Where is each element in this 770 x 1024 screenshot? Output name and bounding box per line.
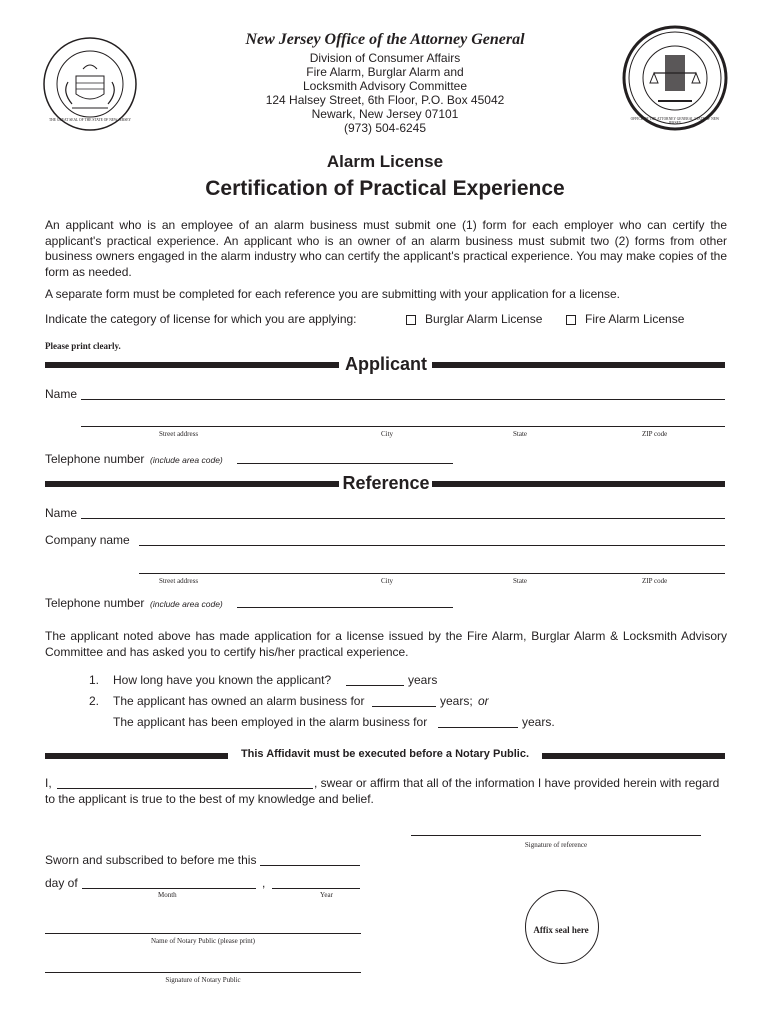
q3-unit: years. bbox=[522, 715, 555, 729]
affidavit-rule-right bbox=[542, 753, 725, 759]
day-of-text: day of bbox=[45, 876, 78, 890]
q2-unit: years; bbox=[440, 694, 473, 708]
applicant-street-label: Street address bbox=[159, 430, 199, 438]
q3-text: The applicant has been employed in the alarm business for bbox=[113, 715, 428, 729]
reference-signature-label: Signature of reference bbox=[524, 841, 588, 849]
fire-checkbox[interactable] bbox=[566, 315, 576, 325]
city-line: Newark, New Jersey 07101 bbox=[311, 107, 459, 121]
affiant-i-label: I, bbox=[45, 776, 52, 790]
q1-number: 1. bbox=[89, 673, 100, 687]
burglar-checkbox[interactable] bbox=[406, 315, 416, 325]
applicant-rule-left bbox=[45, 362, 339, 368]
reference-zip-label: ZIP code bbox=[642, 577, 668, 585]
burglar-option[interactable] bbox=[406, 312, 566, 328]
notary-seal-label: Affix seal here bbox=[533, 925, 589, 935]
applicant-name-label: Name bbox=[45, 387, 78, 401]
applicant-heading: Applicant bbox=[344, 354, 427, 374]
reference-heading: Reference bbox=[342, 473, 430, 493]
reference-street-label: Street address bbox=[159, 577, 199, 585]
committee-line-1: Fire Alarm, Burglar Alarm and bbox=[306, 65, 464, 79]
category-prompt: Indicate the category of license for which you are applying: bbox=[45, 312, 357, 326]
fire-option[interactable] bbox=[566, 312, 706, 328]
office-title: New Jersey Office of the Attorney General bbox=[245, 31, 525, 48]
notary-name-label: Name of Notary Public (please print) bbox=[151, 937, 255, 945]
reference-signature-field[interactable] bbox=[411, 835, 701, 836]
fire-label: Fire Alarm License bbox=[585, 312, 685, 326]
reference-name-label: Name bbox=[45, 506, 78, 520]
month-field[interactable] bbox=[82, 888, 256, 889]
sworn-text: Sworn and subscribed to before me this bbox=[45, 853, 257, 867]
division-line: Division of Consumer Affairs bbox=[309, 51, 461, 65]
reference-telephone-hint: (include area code) bbox=[150, 599, 223, 609]
intro-paragraph: An applicant who is an employee of an alarm business must submit one (1) form for each employer who can certify the applicant's practical experience. An applicant who is an owner of an alarm business must submit two (2) forms from other business owners engaged in the alarm industry who can certify the applicant's practical experience. You may make copies of the form as needed. bbox=[45, 218, 727, 279]
committee-line-2: Locksmith Advisory Committee bbox=[302, 79, 468, 93]
reference-company-label: Company name bbox=[45, 533, 130, 547]
swear-text: , swear or affirm that all of the information I have provided herein with regard bbox=[314, 776, 720, 790]
applicant-telephone-field[interactable] bbox=[237, 463, 453, 464]
reference-telephone-field[interactable] bbox=[237, 607, 453, 608]
separate-form-note: A separate form must be completed for each reference you are submitting with your application for a license. bbox=[45, 287, 620, 301]
swear-text-line-2: to the applicant is true to the best of my knowledge and belief. bbox=[45, 792, 374, 806]
right-seal-text: OFFICE OF THE ATTORNEY GENERAL STATE OF NEW JERSEY bbox=[630, 117, 720, 125]
reference-telephone-label: Telephone number bbox=[45, 596, 145, 610]
q2-years-field[interactable] bbox=[372, 706, 436, 707]
notary-name-field[interactable] bbox=[45, 933, 361, 934]
applicant-name-field[interactable] bbox=[81, 399, 725, 400]
nj-state-seal bbox=[42, 36, 138, 132]
address-line: 124 Halsey Street, 6th Floor, P.O. Box 45042 bbox=[265, 93, 505, 107]
phone-line: (973) 504-6245 bbox=[343, 121, 427, 135]
q3-years-field[interactable] bbox=[438, 727, 518, 728]
applicant-rule-right bbox=[432, 362, 725, 368]
q2-number: 2. bbox=[89, 694, 100, 708]
reference-name-field[interactable] bbox=[81, 518, 725, 519]
year-field[interactable] bbox=[272, 888, 360, 889]
reference-city-label: City bbox=[381, 577, 394, 585]
left-seal-text: THE GREAT SEAL OF THE STATE OF NEW JERSEY bbox=[48, 118, 132, 122]
applicant-address-field[interactable] bbox=[81, 426, 725, 427]
applicant-zip-label: ZIP code bbox=[642, 430, 668, 438]
q1-unit: years bbox=[408, 673, 438, 687]
applicant-telephone-hint: (include area code) bbox=[150, 455, 223, 465]
affiant-name-field[interactable] bbox=[57, 788, 313, 789]
notary-signature-label: Signature of Notary Public bbox=[165, 976, 241, 984]
q2-text: The applicant has owned an alarm business for bbox=[113, 694, 365, 708]
reference-state-label: State bbox=[513, 577, 527, 585]
q1-years-field[interactable] bbox=[346, 685, 404, 686]
statement-paragraph: The applicant noted above has made application for a license issued by the Fire Alarm, Burglar Alarm & Locksmith Advisory Committee and has asked you to certify his/her practical experience. bbox=[45, 629, 727, 659]
sworn-day-field[interactable] bbox=[260, 865, 360, 866]
notary-signature-field[interactable] bbox=[45, 972, 361, 973]
year-label: Year bbox=[320, 891, 333, 899]
reference-company-field[interactable] bbox=[139, 545, 725, 546]
applicant-telephone-label: Telephone number bbox=[45, 452, 145, 466]
q2-or: or bbox=[478, 694, 489, 708]
reference-rule-left bbox=[45, 481, 339, 487]
reference-address-field[interactable] bbox=[139, 573, 725, 574]
burglar-label: Burglar Alarm License bbox=[425, 312, 543, 326]
reference-rule-right bbox=[432, 481, 725, 487]
affidavit-banner: This Affidavit must be executed before a Notary Public. bbox=[240, 748, 530, 760]
attorney-general-seal bbox=[622, 25, 728, 131]
applicant-city-label: City bbox=[381, 430, 394, 438]
month-label: Month bbox=[158, 891, 177, 899]
form-title: Certification of Practical Experience bbox=[205, 177, 565, 200]
applicant-state-label: State bbox=[513, 430, 527, 438]
q1-text: How long have you known the applicant? bbox=[113, 673, 332, 687]
date-comma: , bbox=[262, 876, 266, 890]
form-subtitle: Alarm License bbox=[326, 152, 444, 171]
affidavit-rule-left bbox=[45, 753, 228, 759]
print-clearly-note: Please print clearly. bbox=[45, 341, 121, 351]
